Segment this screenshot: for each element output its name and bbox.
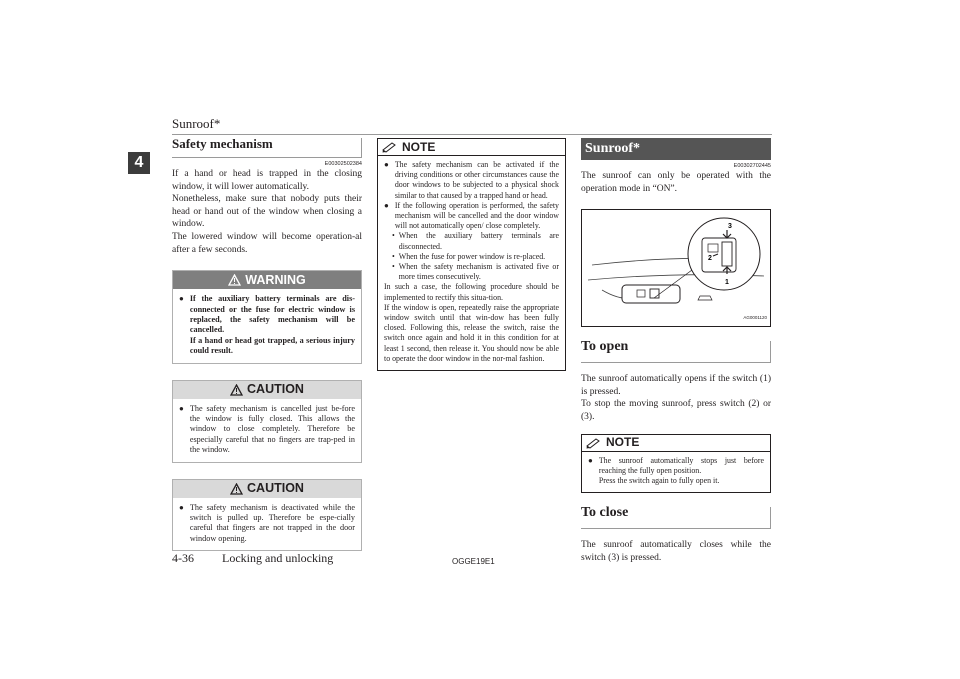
note-body — [378, 156, 565, 370]
note-body — [582, 452, 770, 493]
note-box — [377, 138, 566, 371]
warning-box — [172, 270, 362, 363]
note-text: Press the switch again to fully open it. — [598, 475, 720, 485]
caution-title: CAUTION — [247, 382, 304, 397]
figure-code: AG0001120 — [743, 314, 767, 320]
note-text: If the following operation is performed, the safety mechanism will be cancelled and the door window will not automatically open/ close completely. — [394, 200, 559, 231]
chapter-tab: 4 — [128, 152, 150, 174]
bullet-icon: ● — [179, 403, 184, 413]
callout-1: 1 — [725, 279, 729, 287]
bullet-icon: ● — [179, 502, 184, 512]
warning-text: If the auxiliary battery terminals are dis-connected or the fuse for electric window is replaced, the safety mechanism will be cancelled. — [189, 294, 355, 335]
note-text: The sunroof automatically stops just before reaching the fully open position. — [598, 455, 764, 475]
column-sunroof — [581, 138, 771, 564]
section-heading: Safety mechanism — [172, 138, 362, 158]
section-heading: Sunroof* — [581, 138, 771, 160]
reference-code: E00302502384 — [324, 161, 362, 167]
caution-triangle-icon — [230, 483, 243, 495]
caution-body — [173, 399, 361, 462]
warning-header — [173, 271, 361, 289]
bullet-icon: ● — [179, 294, 184, 304]
note-title: NOTE — [606, 435, 640, 450]
note-header — [582, 435, 770, 452]
sunroof-switch-figure — [581, 209, 771, 327]
caution-text: The safety mechanism is deactivated while the switch is pulled up. Therefore be espe-cially careful that fingers are not trapped in the door window opening. — [189, 502, 355, 543]
caution-triangle-icon — [230, 384, 243, 396]
column-safety-mechanism — [172, 138, 362, 551]
note-paragraph: If the window is open, repeatedly raise the appropriate window switch until that win-dow has been fully closed. Following this, release the switch, raise the switch once again and hold it in this condition for at least 1 second, then release it. You should now be able to operate the door window in the nor-mal fashion. — [384, 302, 559, 363]
note-paragraph: In such a case, the following procedure should be implemented to rectify this situa-tion. — [384, 282, 559, 302]
paragraph: To stop the moving sunroof, press switch (2) or (3). — [581, 399, 771, 422]
bullet-icon: ● — [588, 455, 593, 465]
footer-code: OGGE19E1 — [452, 557, 495, 566]
page-number: 4-36 — [172, 551, 194, 565]
caution-text: The safety mechanism is cancelled just be-fore the window is fully closed. This allows the window to close completely. Therefore be especially careful that no fingers are trap-ped in the window. — [189, 403, 355, 455]
note-box — [581, 434, 771, 494]
overhead-console-illustration — [582, 210, 770, 324]
header-rule — [172, 134, 772, 135]
subsection-heading: To close — [581, 507, 771, 529]
note-subitem: When the safety mechanism is activated five or more times consecutively. — [398, 262, 559, 282]
callout-2: 2 — [708, 255, 712, 263]
subsection-heading: To open — [581, 341, 771, 363]
warning-title: WARNING — [245, 272, 306, 287]
note-pencil-icon — [586, 437, 602, 449]
bullet-icon: ● — [384, 200, 389, 210]
warning-triangle-icon — [228, 274, 241, 286]
footer-section-title: Locking and unlocking — [222, 551, 334, 565]
note-header — [378, 139, 565, 156]
caution-box — [172, 380, 362, 463]
caution-header — [173, 381, 361, 399]
warning-body — [173, 289, 361, 362]
sub-bullet-icon: • — [392, 262, 395, 272]
note-text: The safety mechanism can be activated if the driving conditions or other circumstances cause the door windows to be subjected to a physical shock similar to that caused by a trapped hand or head. — [394, 160, 559, 200]
paragraph: Nonetheless, make sure that nobody puts their head or hand out of the window when closing a window. — [172, 194, 362, 230]
caution-box — [172, 479, 362, 552]
sub-bullet-icon: • — [392, 251, 395, 261]
note-subitem: When the fuse for power window is re-placed. — [398, 251, 546, 261]
callout-3: 3 — [728, 223, 732, 231]
note-subitem: When the auxiliary battery terminals are disconnected. — [398, 231, 559, 251]
warning-text: If a hand or head got trapped, a serious injury could result. — [189, 335, 355, 356]
running-header-title: Sunroof* — [172, 116, 221, 131]
reference-code: E00302702445 — [733, 163, 771, 169]
paragraph: If a hand or head is trapped in the closing window, it will lower automatically. — [172, 169, 362, 192]
bullet-icon: ● — [384, 160, 389, 169]
sub-bullet-icon: • — [392, 231, 395, 241]
caution-title: CAUTION — [247, 481, 304, 496]
note-title: NOTE — [402, 139, 436, 154]
note-pencil-icon — [382, 141, 398, 153]
paragraph: The sunroof can only be operated with the operation mode in “ON”. — [581, 171, 771, 194]
paragraph: The sunroof automatically opens if the switch (1) is pressed. — [581, 374, 771, 397]
caution-header — [173, 480, 361, 498]
caution-body — [173, 498, 361, 551]
column-note — [377, 138, 566, 371]
paragraph: The lowered window will become operation-al after a few seconds. — [172, 231, 362, 255]
paragraph: The sunroof automatically closes while the switch (3) is pressed. — [581, 540, 771, 563]
